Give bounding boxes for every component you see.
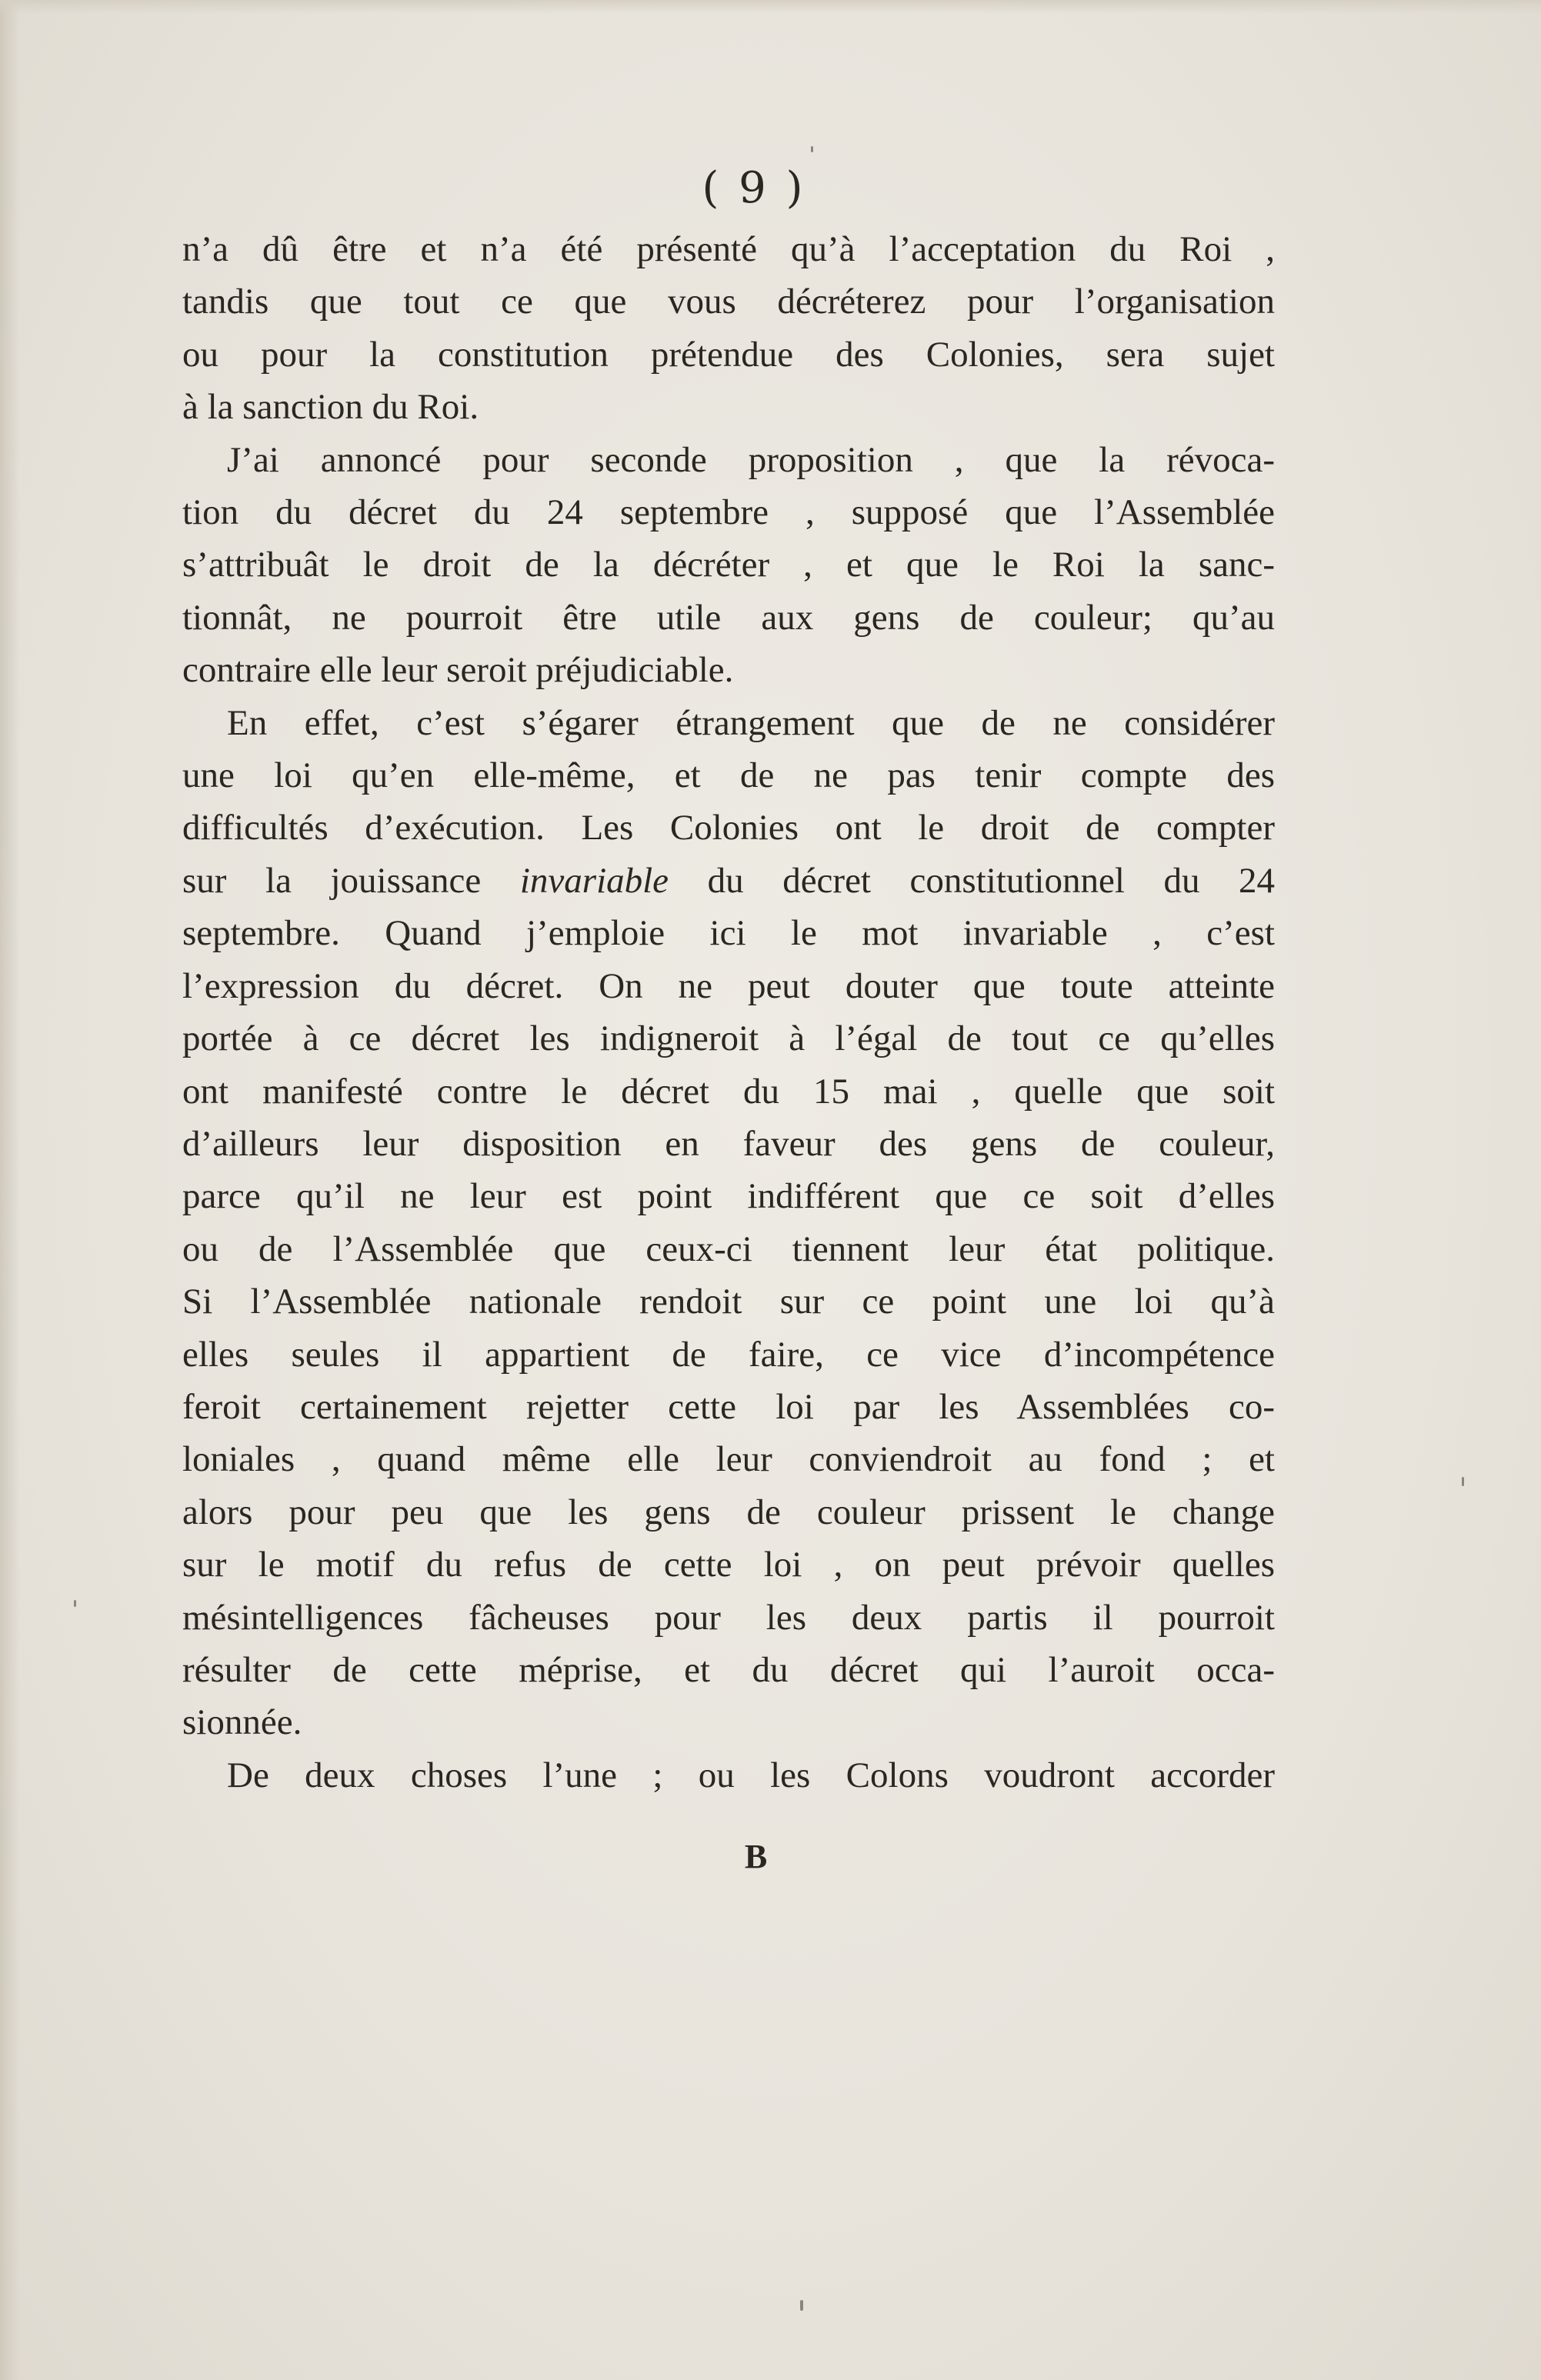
text-line: J’ai annoncé pour seconde proposition , que la révoca- (227, 439, 1275, 480)
text-fragment: sur la jouissance (182, 860, 482, 901)
text-line: ont manifesté contre le décret du 15 mai , quelle que soit (182, 1071, 1275, 1112)
text-line: sur le motif du refus de cette loi , on peut prévoir quelles (182, 1545, 1275, 1585)
text-line: contraire elle leur seroit préjudiciable. (182, 650, 734, 691)
text-line: portée à ce décret les indigneroit à l’égal de tout ce qu’elles (182, 1018, 1275, 1059)
text-line: sionnée. (182, 1702, 302, 1743)
text-line: Si l’Assemblée nationale rendoit sur ce point une loi qu’à (182, 1282, 1275, 1322)
text-line: d’ailleurs leur disposition en faveur des gens de couleur, (182, 1123, 1275, 1164)
text-line: l’expression du décret. On ne peut douter que toute atteinte (182, 965, 1275, 1006)
text-line: En effet, c’est s’égarer étrangement que de ne considérer (227, 702, 1275, 743)
text-line (182, 855, 1275, 907)
paper-speck (74, 1600, 76, 1607)
text-line: tion du décret du 24 septembre , supposé que l’Assemblée (182, 492, 1275, 533)
text-line: tionnât, ne pourroit être utile aux gens de couleur; qu’au (182, 597, 1275, 638)
text-line: une loi qu’en elle-même, et de ne pas tenir compte des (182, 755, 1275, 796)
text-line: à la sanction du Roi. (182, 387, 479, 428)
page-top-edge-shadow (0, 0, 1541, 14)
text-line: tandis que tout ce que vous décréterez pour l’organisation (182, 282, 1275, 322)
page-left-edge-shadow (0, 0, 20, 2380)
text-line: De deux choses l’une ; ou les Colons voudront accorder (227, 1755, 1275, 1795)
signature-mark: B (744, 1838, 768, 1875)
paper-speck (800, 2300, 803, 2311)
text-line: mésintelligences fâcheuses pour les deux partis il pourroit (182, 1597, 1275, 1638)
text-line: résulter de cette méprise, et du décret qui l’auroit occa- (182, 1649, 1275, 1690)
text-line: alors pour peu que les gens de couleur prissent le change (182, 1492, 1275, 1532)
paper-speck (1462, 1477, 1464, 1486)
paper-speck (811, 146, 813, 152)
text-line: septembre. Quand j’emploie ici le mot invariable , c’est (182, 913, 1275, 954)
text-line: elles seules il appartient de faire, ce vice d’incompétence (182, 1334, 1275, 1375)
text-line: ou pour la constitution prétendue des Colonies, sera sujet (182, 334, 1275, 375)
text-line: ou de l’Assemblée que ceux-ci tiennent leur état politique. (182, 1228, 1275, 1269)
text-line: parce qu’il ne leur est point indifférent que ce soit d’elles (182, 1176, 1275, 1217)
text-line: n’a dû être et n’a été présenté qu’à l’acceptation du Roi , (182, 229, 1275, 269)
text-line: feroit certainement rejetter cette loi par les Assemblées co- (182, 1386, 1275, 1427)
italic-word: invariable (519, 860, 669, 901)
text-line: loniales , quand même elle leur conviendroit au fond ; et (182, 1439, 1275, 1480)
text-line: difficultés d’exécution. Les Colonies ont le droit de compter (182, 808, 1275, 848)
text-line: s’attribuât le droit de la décréter , et que le Roi la sanc- (182, 545, 1275, 585)
body-text (182, 223, 1275, 1802)
page-number: ( 9 ) (702, 163, 806, 213)
text-fragment: du décret constitutionnel du 24 (707, 860, 1276, 901)
